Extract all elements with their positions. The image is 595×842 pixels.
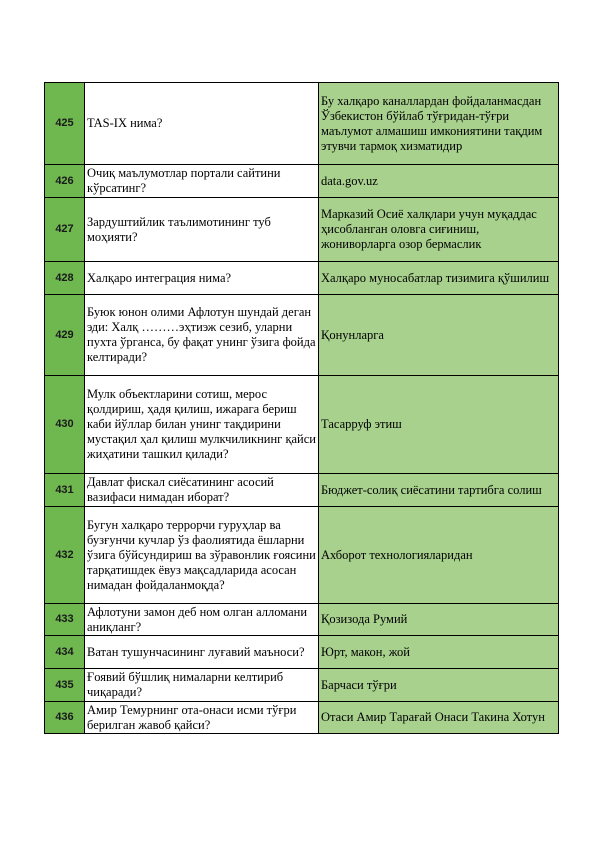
question-cell: Халқаро интеграция нима? [85, 262, 319, 295]
row-number: 429 [45, 295, 85, 376]
answer-cell: Отаси Амир Тарағай Онаси Такина Хотун [319, 702, 559, 734]
answer-cell: Марказий Осиё халқлари учун муқаддас ҳисобланган оловга сиғиниш, жониворларга озор бермаслик [319, 198, 559, 262]
row-number: 425 [45, 83, 85, 165]
table-row [45, 507, 559, 604]
row-number: 430 [45, 376, 85, 474]
row-number: 428 [45, 262, 85, 295]
table-row [45, 669, 559, 702]
table-row [45, 474, 559, 507]
answer-cell: Бюджет-солиқ сиёсатини тартибга солиш [319, 474, 559, 507]
row-number: 434 [45, 636, 85, 669]
question-cell: Очиқ маълумотлар портали сайтини кўрсатинг? [85, 165, 319, 198]
question-cell: Амир Темурнинг ота-онаси исми тўғри берилган жавоб қайси? [85, 702, 319, 734]
question-cell: Буюк юнон олими Афлотун шундай деган эди: Халқ ………эҳтиэж сезиб, уларни пухта ўрганса, бу фақат унинг ўзига фойда келтиради? [85, 295, 319, 376]
answer-cell: Тасарруф этиш [319, 376, 559, 474]
answer-cell: Барчаси тўғри [319, 669, 559, 702]
row-number: 435 [45, 669, 85, 702]
answer-cell: Бу халқаро каналлардан фойдаланмасдан Ўзбекистон бўйлаб тўғридан-тўғри маълумот алмашиш имкониятини тақдим этувчи тармоқ хизматидир [319, 83, 559, 165]
row-number: 426 [45, 165, 85, 198]
answer-cell: Халқаро муносабатлар тизимига қўшилиш [319, 262, 559, 295]
table-row [45, 376, 559, 474]
table-row [45, 262, 559, 295]
table-row [45, 702, 559, 734]
question-cell: Бугун халқаро террорчи гуруҳлар ва бузғунчи кучлар ўз фаолиятида ёшларни ўзига бўйсундириш ва зўравонлик ғоясини тарқатишдек ёвуз мақсадларида асосан нимадан фойдаланмоқда? [85, 507, 319, 604]
qa-table [44, 82, 559, 734]
question-cell: Ғоявий бўшлиқ нималарни келтириб чиқаради? [85, 669, 319, 702]
answer-cell: Юрт, макон, жой [319, 636, 559, 669]
row-number: 436 [45, 702, 85, 734]
table-row [45, 636, 559, 669]
row-number: 427 [45, 198, 85, 262]
table-row [45, 83, 559, 165]
row-number: 433 [45, 604, 85, 636]
question-cell: Мулк объектларини сотиш, мерос қолдириш, ҳадя қилиш, ижарага бериш каби йўллар билан унинг тақдирини мустақил ҳал қилиш мулкчиликнинг қайси жиҳатини ташкил қилади? [85, 376, 319, 474]
question-cell: Ватан тушунчасининг луғавий маъноси? [85, 636, 319, 669]
question-cell: Зардуштийлик таълимотининг туб моҳияти? [85, 198, 319, 262]
answer-cell: Ахборот технологияларидан [319, 507, 559, 604]
table-row [45, 604, 559, 636]
question-cell: Афлотуни замон деб ном олган алломани аниқланг? [85, 604, 319, 636]
answer-cell: Қонунларга [319, 295, 559, 376]
row-number: 431 [45, 474, 85, 507]
row-number: 432 [45, 507, 85, 604]
table-row [45, 165, 559, 198]
question-cell: TAS-IX нима? [85, 83, 319, 165]
answer-cell: Қозизода Румий [319, 604, 559, 636]
table-row [45, 198, 559, 262]
table-row [45, 295, 559, 376]
question-cell: Давлат фискал сиёсатининг асосий вазифаси нимадан иборат? [85, 474, 319, 507]
answer-cell: data.gov.uz [319, 165, 559, 198]
